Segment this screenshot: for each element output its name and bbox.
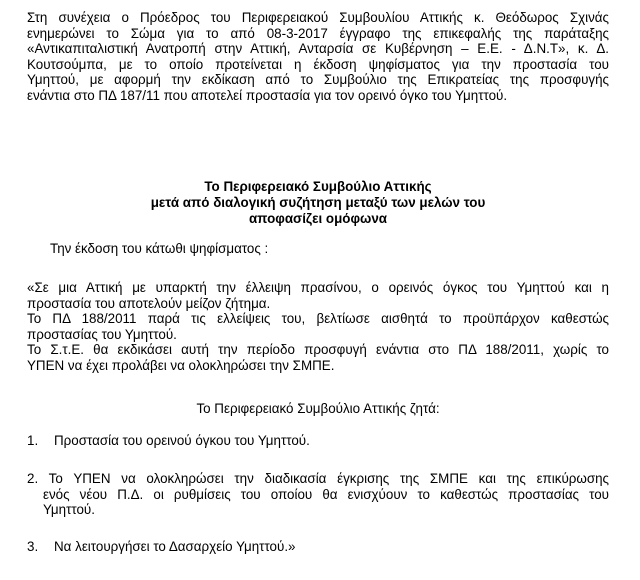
list-item-number: 1. — [27, 433, 39, 448]
quote-line: «Σε μια Αττική με υπαρκτή την έλλειψη πρασίνου, ο ορεινός όγκος του Υμηττού και η — [27, 280, 609, 295]
list-item-line — [27, 539, 609, 555]
intro-line: Κουτσούμπα, με το οποίο προτείνεται η έκδοση ψηφίσματος για την προστασία του — [27, 56, 609, 72]
heading-line: αποφασίζει ομόφωνα — [248, 211, 388, 226]
heading-line: Το Περιφερειακό Συμβούλιο Αττικής — [204, 179, 432, 194]
quote-line: προστασίας του Υμηττού. — [27, 326, 177, 342]
intro-line: Υμηττού, με αφορμή την εκδίκαση από το Συμβούλιο της Επικρατείας της προσφυγής — [27, 72, 609, 88]
council-asks-heading: Το Περιφερειακό Συμβούλιο Αττικής ζητά: — [196, 401, 440, 416]
intro-line: Στη συνέχεια ο Πρόεδρος του Περιφερειακού Συμβουλίου Αττικής κ. Θεόδωρος Σχινάς — [27, 10, 609, 25]
list-item-line — [27, 433, 609, 449]
list-item-number: 3. — [27, 539, 39, 554]
quote-line: προστασία του αποτελούν μείζον ζήτημα. — [27, 295, 271, 311]
list-item-number: 2. — [27, 471, 39, 486]
quote-line: Το ΠΔ 188/2011 παρά τις ελλείψεις του, βελτίωσε αισθητά το προϋπάρχον καθεστώς — [27, 311, 609, 327]
list-item-line — [27, 471, 609, 487]
intro-line: ενημερώνει το Σώμα για το από 08-3-2017 έγγραφο της επικεφαλής της παράταξης — [27, 25, 609, 41]
intro-line: ενάντια στο ΠΔ 187/11 που αποτελεί προστασία για τον ορεινό όγκο του Υμηττού. — [27, 87, 508, 103]
list-item-text: Προστασία του ορεινού όγκου του Υμηττού. — [54, 433, 310, 448]
heading-line: μετά από διαλογική συζήτηση μεταξύ των μελών του — [150, 195, 486, 210]
quote-line: ΥΠΕΝ να έχει προλάβει να ολοκληρώσει την ΣΜΠΕ. — [27, 357, 335, 373]
decision-heading — [27, 179, 609, 227]
list-item — [27, 471, 609, 518]
list-item — [27, 539, 609, 555]
resolution-quote — [27, 280, 609, 374]
intro-line: «Αντικαπιταλιστική Ανατροπή στην Αττική, Ανταρσία σε Κυβέρνηση – Ε.Ε. - Δ.Ν.Τ», κ. Δ. — [27, 41, 609, 57]
list-item-line: Υμηττού. — [43, 502, 95, 518]
quote-line: Το Σ.τ.Ε. θα εκδικάσει αυτή την περίοδο προσφυγή ενάντια στο ΠΔ 188/2011, χωρίς το — [27, 342, 609, 358]
list-item-text: Το ΥΠΕΝ να ολοκληρώσει την διαδικασία έγκρισης της ΣΜΠΕ και της επικύρωσης — [48, 471, 610, 486]
decree-intro-text: Την έκδοση του κάτωθι ψηφίσματος : — [50, 241, 269, 256]
list-item — [27, 433, 609, 449]
list-item-text: Να λειτουργήσει το Δασαρχείο Υμηττού.» — [54, 539, 296, 554]
intro-paragraph — [27, 10, 609, 104]
list-item-line: ενός νέου Π.Δ. οι ρυθμίσεις του οποίου θα ενισχύουν το καθεστώς προστασίας του — [43, 486, 609, 502]
